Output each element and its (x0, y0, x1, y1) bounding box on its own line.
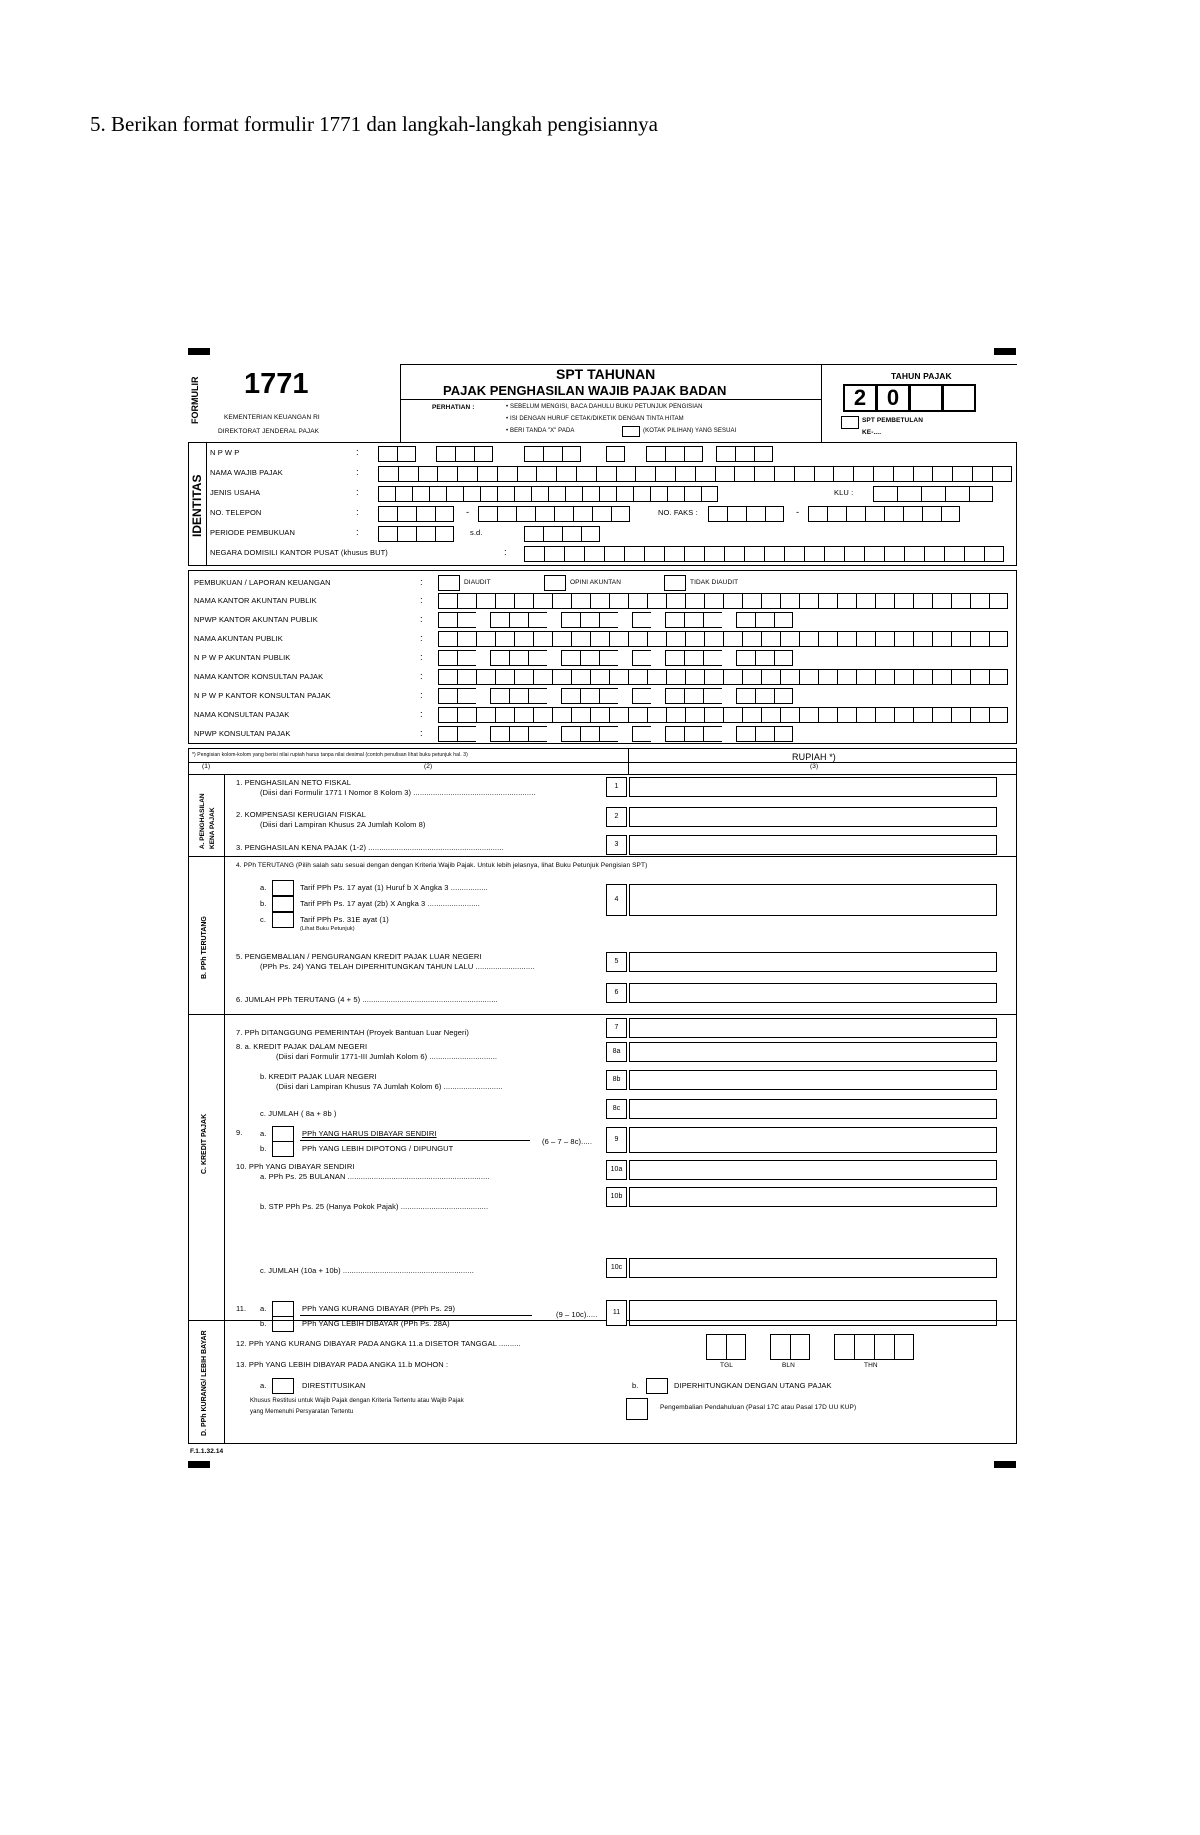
char-box[interactable] (535, 506, 554, 522)
telepon-area-boxes[interactable] (378, 506, 454, 522)
row-8b-label: b. KREDIT PAJAK LUAR NEGERI (260, 1072, 377, 1081)
row-13-label: 13. PPh YANG LEBIH DIBAYAR PADA ANGKA 11.b MOHON : (236, 1360, 449, 1369)
nama-wp-label: NAMA WAJIB PAJAK (210, 468, 283, 477)
char-box[interactable] (704, 546, 724, 562)
negara-boxes[interactable] (524, 546, 1004, 562)
row-11b-label: PPh YANG LEBIH DIBAYAR (PPh Ps. 28A) (302, 1319, 450, 1328)
row-3-number: 3 (606, 835, 627, 855)
identitas-label: IDENTITAS (190, 474, 204, 537)
row-8a-value[interactable] (629, 1042, 997, 1062)
char-box[interactable] (650, 486, 667, 502)
tarif-b-label: Tarif PPh Ps. 17 ayat (2b) X Angka 3 ........................ (300, 899, 480, 908)
char-box[interactable] (437, 466, 457, 482)
klu-label: KLU : (834, 488, 854, 497)
question-text: 5. Berikan format formulir 1771 dan langkah-langkah pengisiannya (90, 112, 659, 136)
registration-mark (994, 1461, 1016, 1468)
row-1-label: 1. PENGHASILAN NETO FISKAL (236, 778, 351, 787)
row-8-label: 8. a. KREDIT PAJAK DALAM NEGERI (236, 1042, 368, 1051)
row-4-value[interactable] (629, 884, 997, 916)
char-box[interactable] (599, 486, 616, 502)
row-3-label: 3. PENGHASILAN KENA PAJAK (1-2) .............................................................. (236, 843, 504, 852)
char-box[interactable] (644, 546, 664, 562)
npwp-ap-label: N P W P AKUNTAN PUBLIK (194, 653, 291, 662)
char-box[interactable] (524, 546, 544, 562)
row-5-value[interactable] (629, 952, 997, 972)
col3-label: (3) (810, 763, 819, 770)
row-10b-number: 10b (606, 1187, 627, 1207)
char-box[interactable] (565, 486, 582, 502)
char-box[interactable] (516, 506, 535, 522)
row-8c-value[interactable] (629, 1099, 997, 1119)
section-c-label: C. KREDIT PAJAK (201, 1113, 208, 1174)
char-box[interactable] (865, 506, 884, 522)
directorate-label: DIREKTORAT JENDERAL PAJAK (218, 428, 320, 435)
row-10a-label: a. PPh Ps. 25 BULANAN ................................................................. (260, 1172, 490, 1181)
row-9-value[interactable] (629, 1127, 997, 1153)
char-box[interactable] (774, 466, 794, 482)
char-box[interactable] (624, 546, 644, 562)
row-8b-value[interactable] (629, 1070, 997, 1090)
row-10a-value[interactable] (629, 1160, 997, 1180)
row-4-label: 4. PPh TERUTANG (Pilih salah satu sesuai dengan dengan Kriteria Wajib Pajak. Untuk lebih jelasnya, lihat Buku Petunjuk Pengisian SPT) (236, 862, 648, 869)
char-box[interactable] (754, 466, 774, 482)
char-box[interactable] (584, 546, 604, 562)
nama-ap-label: NAMA AKUNTAN PUBLIK (194, 634, 283, 643)
char-box[interactable] (457, 466, 477, 482)
char-box[interactable] (715, 466, 735, 482)
year-box-2[interactable]: 0 (876, 384, 910, 412)
char-box[interactable] (893, 466, 913, 482)
tgl-boxes[interactable] (706, 1334, 746, 1360)
pengembalian-checkbox[interactable] (626, 1398, 648, 1420)
char-box[interactable] (378, 486, 395, 502)
row-2-sub: (Diisi dari Lampiran Khusus 2A Jumlah Kolom 8) (260, 820, 426, 829)
char-box[interactable] (556, 466, 576, 482)
khusus-line-2: yang Memenuhi Persyaratan Tertentu (250, 1409, 354, 1415)
note-2: • ISI DENGAN HURUF CETAK/DIKETIK DENGAN TINTA HITAM (506, 416, 684, 422)
char-box[interactable] (804, 546, 824, 562)
tarif-a-checkbox[interactable] (272, 880, 294, 896)
row-8a-number: 8a (606, 1042, 627, 1062)
ke-label: KE-.... (862, 429, 882, 436)
char-box[interactable] (684, 486, 701, 502)
row-1-number: 1 (606, 777, 627, 797)
col1-label: (1) (202, 763, 211, 770)
opini-akuntan-checkbox[interactable] (544, 575, 566, 591)
char-box[interactable] (667, 486, 684, 502)
bln-boxes[interactable] (770, 1334, 810, 1360)
sd-label: s.d. (470, 528, 483, 537)
char-box[interactable] (924, 546, 944, 562)
row-2-value[interactable] (629, 807, 997, 827)
spt-pembetulan-checkbox[interactable] (841, 416, 859, 429)
diaudit-label: DIAUDIT (464, 579, 491, 586)
char-box[interactable] (554, 506, 573, 522)
char-box[interactable] (582, 486, 599, 502)
char-box[interactable] (497, 466, 517, 482)
faks-boxes[interactable] (808, 506, 960, 522)
tarif-c-checkbox[interactable] (272, 912, 294, 928)
char-box[interactable] (497, 486, 514, 502)
row-12-label: 12. PPh YANG KURANG DIBAYAR PADA ANGKA 11.a DISETOR TANGGAL .......... (236, 1339, 521, 1348)
row-9-formula: (6 – 7 – 8c)..... (542, 1137, 593, 1146)
row-8a-sub: (Diisi dari Formulir 1771-III Jumlah Kolom 6) ............................... (276, 1052, 498, 1061)
periode-label: PERIODE PEMBUKUAN (210, 528, 296, 537)
char-box[interactable] (833, 466, 853, 482)
pembukuan-label: PEMBUKUAN / LAPORAN KEUANGAN (194, 578, 331, 587)
row-11-number: 11 (606, 1300, 627, 1326)
char-box[interactable] (604, 546, 624, 562)
npwp-kkp-label: N P W P KANTOR KONSULTAN PAJAK (194, 691, 331, 700)
char-box[interactable] (412, 486, 429, 502)
char-box[interactable] (429, 486, 446, 502)
row-10a-number: 10a (606, 1160, 627, 1180)
char-box[interactable] (824, 546, 844, 562)
npwp-label: N P W P (210, 448, 240, 457)
char-box[interactable] (531, 486, 548, 502)
restitusi-checkbox[interactable] (272, 1378, 294, 1394)
section-a-label: A. PENGHASILAN KENA PAJAK (199, 793, 216, 849)
row-10-label: 10. PPh YANG DIBAYAR SENDIRI (236, 1162, 355, 1171)
row-11b-checkbox[interactable] (272, 1316, 294, 1332)
form-1771: FORMULIR 1771 KEMENTERIAN KEUANGAN RI DIREKTORAT JENDERAL PAJAK SPT TAHUNAN PAJAK PENGHASILAN WAJIB PAJAK BADAN PERHATIAN : • SEBELUM MENGISI, BACA DAHULU BUKU PETUNJUK PENGISIAN • ISI DENGAN HURUF CETAK/DIKETIK DENGAN TINTA HITAM • BERI TANDA "X" PADA (KOTAK PILIHAN) YANG SESUAI TAHUN PAJAK 2 0 SPT PEMBETULAN KE-.... IDENTITAS N P W P : NAMA WAJIB PAJAK : JENIS USAHA : KLU : NO. TELEPON : - NO. FAKS : - PERIODE PEMBUKUAN : s.d. NEGARA DOMISILI KANTOR PUSAT (khusus BUT) : PEMBUKUAN / LAPORAN KEUANGAN : DIAUDIT OPINI AKUNTAN TIDAK DIAUDIT NAMA KANTOR AKUNTAN PUBLIK NPWP KANTOR AKUNTAN PUBLIK NAMA AKUNTAN PUBLIK N P W P AKUNTAN PUBLIK NAMA KANTOR KONSULTAN PAJAK N P W P KANTOR KONSULTAN PAJAK NAMA KONSULTAN PAJAK NPWP KONSULTAN PAJAK : : : : : : : : *) Pengisian kolom-kolom yang berisi nilai rupiah harus tanpa nilai desimal (contoh penulisan lihat buku petunjuk hal. 3) (1) (2) RUPIAH *) (3) A. PENGHASILAN KENA PAJAK B. PPh TERUTANG C. KREDIT PAJAK D. PPh KURANG/ LEBIH BAYAR 1. PENGHASILAN NETO FISKAL (Diisi dari Formulir 1771 I Nomor 8 Kolom 3) ........................................................ 1 2. KOMPENSASI KERUGIAN FISKAL (Diisi dari Lampiran Khusus 2A Jumlah Kolom 8) 2 3. PENGHASILAN KENA PAJAK (1-2) .............................................................. 3 4. PPh TERUTANG (Pilih salah satu sesuai dengan dengan Kriteria Wajib Pajak. Untuk lebih jelasnya, lihat Buku Petunjuk Pengisian SPT) a. Tarif PPh Ps. 17 ayat (1) Huruf b X Angka 3 ................. b. Tarif PPh Ps. 17 ayat (2b) X Angka 3 ........................ c. Tarif PPh Ps. 31E ayat (1) (Lihat Buku Petunjuk) 4 5. PENGEMBALIAN / PENGURANGAN KREDIT PAJAK LUAR NEGERI (PPh Ps. 24) YANG TELAH DIPERHITUNGKAN TAHUN LALU ........................... 5 6. JUMLAH PPh TERUTANG (4 + 5) .............................................................. 6 7. PPh DITANGGUNG PEMERINTAH (Proyek Bantuan Luar Negeri) 7 8. a. KREDIT PAJAK DALAM NEGERI (Diisi dari Formulir 1771-III Jumlah Kolom 6) ............................... 8a b. KREDIT PAJAK LUAR NEGERI (Diisi dari Lampiran Khusus 7A Jumlah Kolom 6) ........................... 8b c. JUMLAH ( 8a + 8b ) 8c 9. a. PPh YANG HARUS DIBAYAR SENDIRI b. PPh YANG LEBIH DIPOTONG / DIPUNGUT (6 – 7 – 8c)..... 9 10. PPh YANG DIBAYAR SENDIRI a. PPh Ps. 25 BULANAN ................................................................. 10a b. STP PPh Ps. 25 (Hanya Pokok Pajak) ........................................ 10b c. JUMLAH (10a + 10b) ............................................................ 10c 11. a. PPh YANG KURANG DIBAYAR (PPh Ps. 29) b. PPh YANG LEBIH DIBAYAR (PPh Ps. 28A) (9 – 10c)..... 11 12. PPh YANG KURANG DIBAYAR PADA ANGKA 11.a DISETOR TANGGAL .......... TGL BLN THN 13. PPh YANG LEBIH DIBAYAR PADA ANGKA 11.b MOHON : a. DIRESTITUSIKAN b. DIPERHITUNGKAN DENGAN UTANG PAJAK Khusus Restitusi untuk Wajib Pajak dengan Kriteria Tertentu atau Wajib Pajak yang Memenuhi Persyaratan Tertentu Pengembalian Pendahuluan (Pasal 17C atau Pasal 17D UU KUP) F.1.1.32.14 (188, 344, 1017, 1454)
row-6-label: 6. JUMLAH PPh TERUTANG (4 + 5) .............................................................. (236, 995, 498, 1004)
thn-label: THN (864, 1362, 878, 1369)
char-box[interactable] (744, 546, 764, 562)
char-box[interactable] (972, 466, 992, 482)
utang-pajak-checkbox[interactable] (646, 1378, 668, 1394)
pembukuan-field-boxes[interactable] (438, 612, 793, 628)
char-box[interactable] (764, 546, 784, 562)
char-box[interactable] (873, 466, 893, 482)
char-box[interactable] (695, 466, 715, 482)
formulir-label: FORMULIR (190, 376, 200, 424)
note-1: • SEBELUM MENGISI, BACA DAHULU BUKU PETUNJUK PENGISIAN (506, 404, 703, 410)
note-checkbox-sample (622, 426, 640, 437)
restitusi-label: DIRESTITUSIKAN (302, 1381, 366, 1390)
char-box[interactable] (844, 546, 864, 562)
tahun-pajak-label: TAHUN PAJAK (891, 371, 952, 381)
row-11a-checkbox[interactable] (272, 1301, 294, 1317)
char-box[interactable] (514, 486, 531, 502)
row-9b-label: PPh YANG LEBIH DIPOTONG / DIPUNGUT (302, 1144, 454, 1153)
char-box[interactable] (395, 486, 412, 502)
tarif-a-label: Tarif PPh Ps. 17 ayat (1) Huruf b X Angka 3 ................. (300, 883, 488, 892)
char-box[interactable] (952, 466, 972, 482)
khusus-line-1: Khusus Restitusi untuk Wajib Pajak dengan Kriteria Tertentu atau Wajib Pajak (250, 1398, 464, 1404)
row-5-number: 5 (606, 952, 627, 972)
row-10b-label: b. STP PPh Ps. 25 (Hanya Pokok Pajak) ........................................ (260, 1202, 489, 1211)
char-box[interactable] (480, 486, 497, 502)
table-note: *) Pengisian kolom-kolom yang berisi nilai rupiah harus tanpa nilai desimal (contoh penulisan lihat buku petunjuk hal. 3) (192, 752, 468, 758)
char-box[interactable] (992, 466, 1012, 482)
char-box[interactable] (478, 506, 497, 522)
year-box-3[interactable] (909, 384, 943, 412)
char-box[interactable] (922, 506, 941, 522)
char-box[interactable] (418, 466, 438, 482)
char-box[interactable] (808, 506, 827, 522)
row-1-value[interactable] (629, 777, 997, 797)
npwp-kap-label: NPWP KANTOR AKUNTAN PUBLIK (194, 615, 318, 624)
char-box[interactable] (827, 506, 846, 522)
row-9a-label: PPh YANG HARUS DIBAYAR SENDIRI (302, 1129, 437, 1138)
negara-label: NEGARA DOMISILI KANTOR PUSAT (khusus BUT) (210, 548, 388, 557)
row-11a-label: PPh YANG KURANG DIBAYAR (PPh Ps. 29) (302, 1304, 456, 1313)
nama-kkp-label: NAMA KANTOR KONSULTAN PAJAK (194, 672, 324, 681)
telepon-label: NO. TELEPON (210, 508, 262, 517)
tarif-c-sub: (Lihat Buku Petunjuk) (300, 926, 355, 932)
pembukuan-field-boxes[interactable] (438, 593, 1008, 609)
char-box[interactable] (497, 506, 516, 522)
pembukuan-field-boxes[interactable] (438, 669, 1008, 685)
row-10c-number: 10c (606, 1258, 627, 1278)
char-box[interactable] (884, 546, 904, 562)
char-box[interactable] (941, 506, 960, 522)
row-8c-number: 8c (606, 1099, 627, 1119)
char-box[interactable] (573, 506, 592, 522)
tarif-c-label: Tarif PPh Ps. 31E ayat (1) (300, 915, 389, 924)
utang-pajak-label: DIPERHITUNGKAN DENGAN UTANG PAJAK (674, 1381, 832, 1390)
char-box[interactable] (984, 546, 1004, 562)
char-box[interactable] (596, 466, 616, 482)
klu-boxes[interactable] (873, 486, 993, 502)
year-box-1[interactable]: 2 (843, 384, 877, 412)
row-9a-checkbox[interactable] (272, 1126, 294, 1142)
opini-akuntan-label: OPINI AKUNTAN (570, 579, 622, 586)
periode-start-boxes[interactable] (378, 526, 454, 542)
char-box[interactable] (814, 466, 834, 482)
nama-wp-boxes[interactable] (378, 466, 1012, 482)
perhatian-label: PERHATIAN : (432, 404, 475, 411)
char-box[interactable] (378, 466, 398, 482)
char-box[interactable] (633, 486, 650, 502)
col2-label: (2) (424, 763, 433, 770)
char-box[interactable] (794, 466, 814, 482)
spt-title: SPT TAHUNAN (556, 366, 656, 382)
char-box[interactable] (576, 466, 596, 482)
char-box[interactable] (701, 486, 718, 502)
faks-label: NO. FAKS : (658, 508, 698, 517)
char-box[interactable] (864, 546, 884, 562)
faks-area-boxes[interactable] (708, 506, 784, 522)
char-box[interactable] (398, 466, 418, 482)
row-7-label: 7. PPh DITANGGUNG PEMERINTAH (Proyek Bantuan Luar Negeri) (236, 1028, 469, 1037)
npwp-boxes[interactable] (378, 446, 416, 462)
form-code: F.1.1.32.14 (190, 1448, 224, 1455)
char-box[interactable] (446, 486, 463, 502)
telepon-boxes[interactable] (478, 506, 630, 522)
jenis-usaha-boxes[interactable] (378, 486, 718, 502)
char-box[interactable] (544, 546, 564, 562)
char-box[interactable] (684, 546, 704, 562)
row-4-number: 4 (606, 884, 627, 916)
char-box[interactable] (903, 506, 922, 522)
row-6-value[interactable] (629, 983, 997, 1003)
year-box-4[interactable] (942, 384, 976, 412)
periode-end-boxes[interactable] (524, 526, 600, 542)
pengembalian-label: Pengembalian Pendahuluan (Pasal 17C atau Pasal 17D UU KUP) (660, 1404, 857, 1411)
row-11-value[interactable] (629, 1300, 997, 1326)
char-box[interactable] (884, 506, 903, 522)
spt-subtitle: PAJAK PENGHASILAN WAJIB PAJAK BADAN (443, 383, 727, 398)
char-box[interactable] (913, 466, 933, 482)
row-10c-label: c. JUMLAH (10a + 10b) ............................................................ (260, 1266, 474, 1275)
tarif-b-checkbox[interactable] (272, 896, 294, 912)
section-d-label: D. PPh KURANG/ LEBIH BAYAR (201, 1330, 208, 1436)
row-2-label: 2. KOMPENSASI KERUGIAN FISKAL (236, 810, 367, 819)
jenis-usaha-label: JENIS USAHA (210, 488, 261, 497)
char-box[interactable] (548, 486, 565, 502)
thn-boxes[interactable] (834, 1334, 914, 1360)
spt-pembetulan-label: SPT PEMBETULAN (862, 417, 923, 424)
row-8b-number: 8b (606, 1070, 627, 1090)
char-box[interactable] (655, 466, 675, 482)
char-box[interactable] (635, 466, 655, 482)
char-box[interactable] (616, 466, 636, 482)
bln-label: BLN (782, 1362, 795, 1369)
row-3-value[interactable] (629, 835, 997, 855)
tgl-label: TGL (720, 1362, 733, 1369)
note-3: • BERI TANDA "X" PADA (506, 428, 575, 434)
nama-kap-label: NAMA KANTOR AKUNTAN PUBLIK (194, 596, 317, 605)
pembukuan-field-boxes[interactable] (438, 650, 793, 666)
char-box[interactable] (517, 466, 537, 482)
row-6-number: 6 (606, 983, 627, 1003)
npwp-kp-label: NPWP KONSULTAN PAJAK (194, 729, 291, 738)
char-box[interactable] (724, 546, 744, 562)
row-8c-label: c. JUMLAH ( 8a + 8b ) (260, 1109, 337, 1118)
char-box[interactable] (616, 486, 633, 502)
char-box[interactable] (463, 486, 480, 502)
row-11-formula: (9 – 10c)..... (556, 1310, 598, 1319)
pembukuan-field-boxes[interactable] (438, 631, 1008, 647)
pembukuan-field-boxes[interactable] (438, 688, 793, 704)
section-b-label: B. PPh TERUTANG (201, 916, 208, 979)
char-box[interactable] (477, 466, 497, 482)
row-5-sub: (PPh Ps. 24) YANG TELAH DIPERHITUNGKAN TAHUN LALU ........................... (260, 962, 535, 971)
pembukuan-field-boxes[interactable] (438, 726, 793, 742)
row-5-label: 5. PENGEMBALIAN / PENGURANGAN KREDIT PAJAK LUAR NEGERI (236, 952, 482, 961)
char-box[interactable] (664, 546, 684, 562)
nama-kp-label: NAMA KONSULTAN PAJAK (194, 710, 290, 719)
row-9b-checkbox[interactable] (272, 1141, 294, 1157)
char-box[interactable] (675, 466, 695, 482)
row-8b-sub: (Diisi dari Lampiran Khusus 7A Jumlah Kolom 6) ........................... (276, 1082, 503, 1091)
ministry-label: KEMENTERIAN KEUANGAN RI (224, 414, 320, 421)
char-box[interactable] (592, 506, 611, 522)
row-10c-value[interactable] (629, 1258, 997, 1278)
char-box[interactable] (932, 466, 952, 482)
row-2-number: 2 (606, 807, 627, 827)
note-3b: (KOTAK PILIHAN) YANG SESUAI (643, 428, 737, 434)
tidak-diaudit-checkbox[interactable] (664, 575, 686, 591)
char-box[interactable] (734, 466, 754, 482)
char-box[interactable] (611, 506, 630, 522)
char-box[interactable] (784, 546, 804, 562)
form-number: 1771 (244, 368, 309, 400)
char-box[interactable] (536, 466, 556, 482)
row-10b-value[interactable] (629, 1187, 997, 1207)
char-box[interactable] (944, 546, 964, 562)
registration-mark (188, 1461, 210, 1468)
pembukuan-field-boxes[interactable] (438, 707, 1008, 723)
rupiah-label: RUPIAH *) (792, 752, 836, 762)
char-box[interactable] (846, 506, 865, 522)
char-box[interactable] (853, 466, 873, 482)
row-7-number: 7 (606, 1018, 627, 1038)
char-box[interactable] (904, 546, 924, 562)
char-box[interactable] (564, 546, 584, 562)
diaudit-checkbox[interactable] (438, 575, 460, 591)
row-9-number: 9 (606, 1127, 627, 1153)
tidak-diaudit-label: TIDAK DIAUDIT (690, 579, 739, 586)
row-7-value[interactable] (629, 1018, 997, 1038)
row-1-sub: (Diisi dari Formulir 1771 I Nomor 8 Kolom 3) ........................................................ (260, 788, 536, 797)
char-box[interactable] (964, 546, 984, 562)
